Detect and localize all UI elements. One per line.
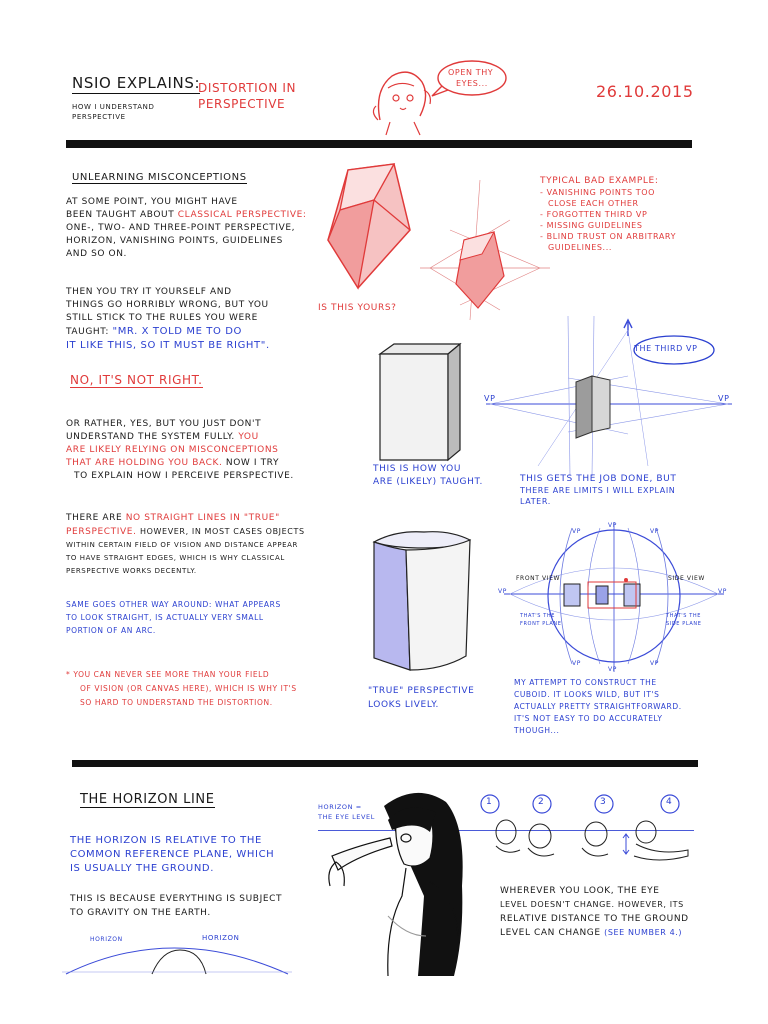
label-front-view: FRONT VIEW [516,575,561,582]
paragraph-same-goes [66,598,336,637]
caption-my-attempt [514,677,682,737]
paragraph-try-yourself [66,286,326,352]
label-vp-bottom: VP [608,666,617,673]
label-vp-left-curve: VP [498,588,507,595]
text-line: BEEN TAUGHT ABOUT [66,210,175,220]
label-line: THAT'S THE [666,613,702,619]
text-line: STILL STICK TO THE RULES YOU WERE [66,313,258,323]
label-vp-left: VP [484,394,496,403]
section-heading-horizon: THE HORIZON LINE [80,792,215,807]
bad-example-item: - MISSING GUIDELINES [540,221,643,230]
caption-line: IT'S NOT EASY TO DO ACCURATELY [514,714,663,723]
text-line: THIS IS BECAUSE EVERYTHING IS SUBJECT [70,894,283,904]
text-line: TO HAVE STRAIGHT EDGES, WHICH IS WHY CLASSICAL [66,554,285,562]
text-line: ONE-, TWO- AND THREE-POINT PERSPECTIVE, [66,223,296,233]
text-emphasis: CLASSICAL PERSPECTIVE: [177,210,307,220]
caption-line: THERE ARE LIMITS I WILL EXPLAIN [520,486,676,495]
text-line: AND SO ON. [66,249,128,259]
label-vp-bottom-right: VP [650,660,659,667]
bad-example-title: TYPICAL BAD EXAMPLE: [540,176,659,186]
text-line: RELATIVE DISTANCE TO THE GROUND [500,914,689,924]
text-emphasis: "MR. X TOLD ME TO DO [112,326,242,337]
label-vp-bottom-left: VP [572,660,581,667]
text-line: LEVEL CAN CHANGE [500,928,601,938]
page-title-line: DISTORTION IN [198,81,297,95]
bad-example-item: CLOSE EACH OTHER [548,199,639,208]
label-front-plane [520,612,562,628]
label-line: SIDE PLANE [666,621,702,627]
text-line: SAME GOES OTHER WAY AROUND: WHAT APPEARS [66,600,281,609]
text-line: LEVEL DOESN'T CHANGE. HOWEVER, ITS [500,900,684,909]
caption-gets-job-done [520,474,676,507]
number-3: 3 [600,797,607,807]
caption-line: "TRUE" PERSPECTIVE [368,686,475,696]
number-2: 2 [538,797,545,807]
text-emphasis: THAT ARE HOLDING YOU BACK. [66,458,223,468]
text-line: HOWEVER, IN MOST CASES OBJECTS [140,527,305,536]
caption-line: THIS GETS THE JOB DONE, BUT [520,474,677,484]
caption-is-this-yours: IS THIS YOURS? [318,303,397,313]
label-line: THE EYE LEVEL [318,813,375,821]
caption-line: THOUGH... [514,726,560,735]
label-line: HORIZON = [318,803,362,811]
brand-subtitle-line: PERSPECTIVE [72,113,126,121]
bubble-line: OPEN THY [448,68,494,77]
label-side-plane [666,612,701,628]
text-line: TAUGHT: [66,327,110,337]
date: 26.10.2015 [596,82,694,101]
text-emphasis: IT LIKE THIS, SO IT MUST BE RIGHT". [66,340,270,351]
text-emphasis: ARE LIKELY RELYING ON MISCONCEPTIONS [66,445,279,455]
text-line: TO EXPLAIN HOW I PERCEIVE PERSPECTIVE. [74,471,294,481]
no-right-heading: NO, IT'S NOT RIGHT. [70,373,203,387]
label-vp-top-right: VP [650,528,659,535]
caption-line: LOOKS LIVELY. [368,700,440,710]
caption-line: ACTUALLY PRETTY STRAIGHTFORWARD. [514,702,682,711]
label-third-vp: THE THIRD VP [634,344,698,353]
girl-illustration-icon [326,786,476,976]
bad-shape-icon [318,160,418,300]
text-line: UNDERSTAND THE SYSTEM FULLY. [66,432,235,442]
label-vp-right-curve: VP [718,588,727,595]
label-vp-top-left: VP [572,528,581,535]
paragraph-no-straight-lines [66,512,336,578]
text-line: THEN YOU TRY IT YOURSELF AND [66,287,232,297]
text-line: THERE ARE [66,513,123,523]
text-line: HORIZON, VANISHING POINTS, GUIDELINES [66,236,283,246]
brand-subtitle [72,102,154,122]
text-line: WHEREVER YOU LOOK, THE EYE [500,886,660,896]
caption-taught [373,463,483,489]
text-emphasis: NO STRAIGHT LINES IN "TRUE" [125,513,280,523]
divider-top [66,140,692,148]
caption-line: ARE (LIKELY) TAUGHT. [373,477,483,487]
text-line: AT SOME POINT, YOU MIGHT HAVE [66,197,238,207]
bad-example-item: - FORGOTTEN THIRD VP [540,210,648,219]
number-4: 4 [666,797,673,807]
text-line: * YOU CAN NEVER SEE MORE THAN YOUR FIELD [66,670,270,679]
grey-cuboid-icon [368,340,468,465]
speech-bubble-text [448,67,493,89]
three-point-perspective-diagram-icon [478,316,740,476]
section-heading-misconceptions: UNLEARNING MISCONCEPTIONS [72,172,247,183]
bad-example-item: - VANISHING POINTS TOO [540,188,656,197]
paragraph-field-of-vision [66,668,336,710]
page-title [198,80,296,112]
text-line: TO LOOK STRAIGHT, IS ACTUALLY VERY SMALL [66,613,264,622]
caption-line: CUBOID. IT LOOKS WILD, BUT IT'S [514,690,660,699]
brand-title: NSIO EXPLAINS: [72,74,201,92]
label-side-view: SIDE VIEW [668,575,705,582]
text-line: NOW I TRY [225,458,280,468]
text-line: THINGS GO HORRIBLY WRONG, BUT YOU [66,300,269,310]
bad-example-item: - BLIND TRUST ON ARBITRARY [540,232,677,241]
brand-subtitle-line: HOW I UNDERSTAND [72,103,155,111]
caption-line: LATER. [520,497,551,506]
curvilinear-construction-diagram-icon [500,522,730,672]
label-vp-top: VP [608,522,617,529]
text-line: PORTION OF AN ARC. [66,626,156,635]
text-line: SO HARD TO UNDERSTAND THE DISTORTION. [80,698,273,707]
text-emphasis: YOU [238,432,259,442]
label-horizon-right: HORIZON [202,934,240,942]
text-emphasis: (SEE NUMBER 4.) [604,928,683,937]
paragraph-or-rather [66,418,336,483]
paragraph-gravity [70,892,282,920]
label-vp-right: VP [718,394,730,403]
text-line: IS USUALLY THE GROUND. [70,863,214,874]
head-sketches-icon [478,790,694,870]
text-line: THE HORIZON IS RELATIVE TO THE [70,835,262,846]
bad-example-item: GUIDELINES... [548,243,612,252]
bad-example-list [540,176,740,253]
text-line: OR RATHER, YES, BUT YOU JUST DON'T [66,419,262,429]
paragraph-horizon-relative [70,834,274,876]
text-emphasis: PERSPECTIVE. [66,527,137,537]
caption-line: THIS IS HOW YOU [373,464,462,474]
paragraph-classical [66,196,326,261]
text-line: COMMON REFERENCE PLANE, WHICH [70,849,275,860]
caption-line: MY ATTEMPT TO CONSTRUCT THE [514,678,657,687]
caption-true-perspective [368,684,474,712]
text-line: TO GRAVITY ON THE EARTH. [70,908,211,918]
label-horizon-left: HORIZON [90,936,123,943]
bad-perspective-diagram-icon [420,180,550,320]
text-line: OF VISION (OR CANVAS HERE), WHICH IS WHY IT'S [80,684,297,693]
text-line: PERSPECTIVE WORKS DECENTLY. [66,567,197,575]
text-line: WITHIN CERTAIN FIELD OF VISION AND DISTANCE APPEAR [66,541,299,549]
label-line: THAT'S THE [520,613,556,619]
divider-middle [72,760,698,767]
page-title-line: PERSPECTIVE [198,97,286,111]
horizon-circle-sketch-icon [62,928,292,974]
paragraph-wherever-you-look [500,884,689,940]
label-line: FRONT PLANE [520,621,562,627]
true-perspective-cuboid-icon [366,528,476,678]
number-1: 1 [486,797,493,807]
bubble-line: EYES... [456,79,488,88]
